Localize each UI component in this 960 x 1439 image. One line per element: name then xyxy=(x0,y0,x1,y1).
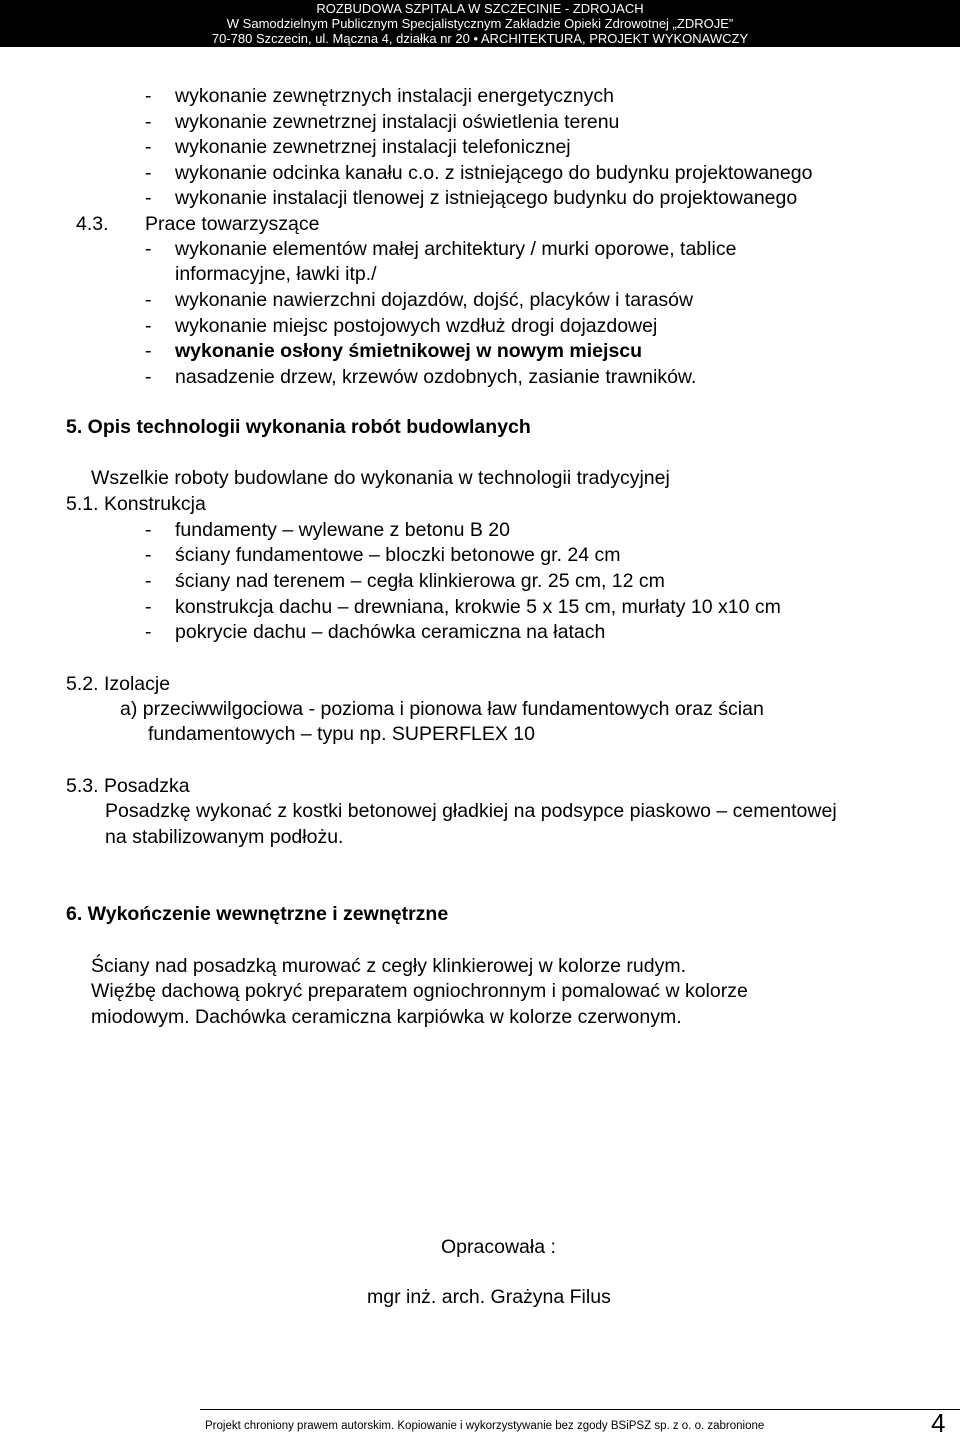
list-item: ściany nad terenem – cegła klinkierowa gr. 25 cm, 12 cm xyxy=(175,570,665,592)
list-item: fundamenty – wylewane z betonu B 20 xyxy=(175,519,510,541)
list-bullet: - xyxy=(145,544,152,566)
section-title: Prace towarzyszące xyxy=(145,213,320,235)
paragraph: fundamentowych – typu np. SUPERFLEX 10 xyxy=(148,723,535,745)
footer-copyright: Projekt chroniony prawem autorskim. Kopiowanie i wykorzystywanie bez zgody BSiPSZ sp. z o. o. zabronione xyxy=(205,1420,765,1432)
signature-name: mgr inż. arch. Grażyna Filus xyxy=(367,1286,611,1308)
paragraph: na stabilizowanym podłożu. xyxy=(105,826,344,848)
page-number: 4 xyxy=(931,1408,946,1438)
list-item: wykonanie odcinka kanału c.o. z istniejącego do budynku projektowanego xyxy=(175,162,813,184)
list-item: wykonanie instalacji tlenowej z istniejącego budynku do projektowanego xyxy=(175,187,798,209)
section-number: 4.3. xyxy=(76,213,109,235)
list-item: pokrycie dachu – dachówka ceramiczna na łatach xyxy=(175,621,606,643)
paragraph: Wszelkie roboty budowlane do wykonania w technologii tradycyjnej xyxy=(91,467,670,489)
paragraph: Posadzkę wykonać z kostki betonowej gładkiej na podsypce piaskowo – cementowej xyxy=(105,800,837,822)
list-item: wykonanie zewnetrznej instalacji oświetlenia terenu xyxy=(175,111,620,133)
paragraph: a) przeciwwilgociowa - pozioma i pionowa ław fundamentowych oraz ścian xyxy=(120,698,764,720)
paragraph: miodowym. Dachówka ceramiczna karpiówka w kolorze czerwonym. xyxy=(91,1006,682,1028)
signature-label: Opracowała : xyxy=(441,1236,556,1258)
list-bullet: - xyxy=(145,570,152,592)
list-bullet: - xyxy=(145,340,152,362)
list-bullet: - xyxy=(145,85,152,107)
list-item: konstrukcja dachu – drewniana, krokwie 5 x 15 cm, murłaty 10 x10 cm xyxy=(175,596,781,618)
subsection-title: 5.1. Konstrukcja xyxy=(66,493,206,515)
list-bullet: - xyxy=(145,519,152,541)
subsection-title: 5.3. Posadzka xyxy=(66,775,190,797)
list-bullet: - xyxy=(145,187,152,209)
section-heading: 5. Opis technologii wykonania robót budowlanych xyxy=(66,416,531,438)
list-bullet: - xyxy=(145,289,152,311)
header-line-1: ROZBUDOWA SZPITALA W SZCZECINIE - ZDROJACH xyxy=(316,1,644,16)
paragraph: Więźbę dachową pokryć preparatem ogniochronnym i pomalować w kolorze xyxy=(91,980,748,1002)
list-item-bold: wykonanie osłony śmietnikowej w nowym miejscu xyxy=(175,340,643,362)
section-heading: 6. Wykończenie wewnętrzne i zewnętrzne xyxy=(66,903,449,925)
list-bullet: - xyxy=(145,596,152,618)
list-bullet: - xyxy=(145,238,152,260)
list-bullet: - xyxy=(145,366,152,388)
subsection-title: 5.2. Izolacje xyxy=(66,673,171,695)
list-item: wykonanie zewnetrznej instalacji telefonicznej xyxy=(175,136,571,158)
list-item: ściany fundamentowe – bloczki betonowe gr. 24 cm xyxy=(175,544,621,566)
list-item: wykonanie nawierzchni dojazdów, dojść, placyków i tarasów xyxy=(175,289,694,311)
footer-divider xyxy=(200,1409,960,1410)
list-item: wykonanie miejsc postojowych wzdłuż drogi dojazdowej xyxy=(175,315,658,337)
list-bullet: - xyxy=(145,621,152,643)
header-line-3: 70-780 Szczecin, ul. Mączna 4, działka nr 20 • ARCHITEKTURA, PROJEKT WYKONAWCZY xyxy=(211,31,749,46)
list-item: wykonanie zewnętrznych instalacji energetycznych xyxy=(175,85,614,107)
document-header xyxy=(0,0,960,47)
list-bullet: - xyxy=(145,111,152,133)
header-line-2: W Samodzielnym Publicznym Specjalistycznym Zakładzie Opieki Zdrowotnej „ZDROJE” xyxy=(226,16,734,31)
paragraph: Ściany nad posadzką murować z cegły klinkierowej w kolorze rudym. xyxy=(91,955,686,977)
list-item-continuation: informacyjne, ławki itp./ xyxy=(175,263,377,285)
list-bullet: - xyxy=(145,315,152,337)
list-item: nasadzenie drzew, krzewów ozdobnych, zasianie trawników. xyxy=(175,366,697,388)
list-item: wykonanie elementów małej architektury / murki oporowe, tablice xyxy=(175,238,737,260)
list-bullet: - xyxy=(145,162,152,184)
list-bullet: - xyxy=(145,136,152,158)
